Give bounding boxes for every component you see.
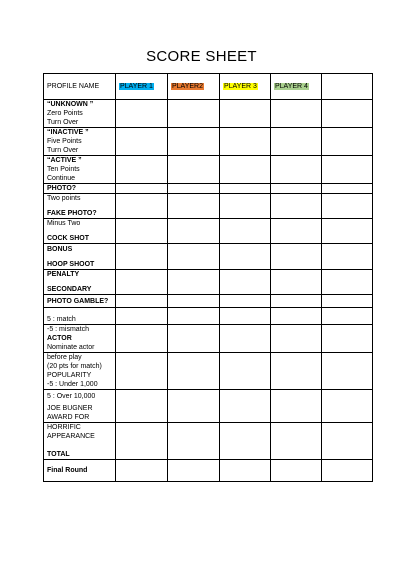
unknown-line-2: Turn Over [47, 119, 79, 126]
player-1-header [116, 74, 168, 100]
photo-heading: PHOTO? [47, 185, 77, 192]
player-3-header [220, 74, 271, 100]
score-cell[interactable] [322, 325, 373, 353]
score-cell[interactable] [168, 353, 220, 390]
score-cell[interactable] [322, 244, 373, 270]
active-line-2: Continue [47, 175, 76, 182]
player-1-label: PLAYER 1 [120, 83, 153, 90]
actor-heading: ACTOR [47, 335, 72, 342]
score-cell[interactable] [271, 219, 322, 244]
score-cell[interactable] [116, 194, 168, 219]
match-points-text: (20 pts for match) [47, 363, 102, 370]
score-cell[interactable] [322, 128, 373, 156]
score-cell[interactable] [116, 219, 168, 244]
score-cell[interactable] [116, 184, 168, 194]
table-row [44, 100, 373, 128]
row-label-over [44, 390, 116, 423]
score-cell[interactable] [271, 128, 322, 156]
score-cell[interactable] [116, 244, 168, 270]
score-cell[interactable] [168, 270, 220, 295]
score-cell[interactable] [271, 194, 322, 219]
score-cell[interactable] [220, 460, 271, 482]
score-cell[interactable] [168, 100, 220, 128]
total-heading: TOTAL [47, 451, 70, 458]
score-cell[interactable] [116, 270, 168, 295]
score-cell[interactable] [168, 194, 220, 219]
score-cell[interactable] [168, 128, 220, 156]
score-cell[interactable] [168, 460, 220, 482]
score-cell[interactable] [271, 353, 322, 390]
hoop-shoot-heading: HOOP SHOOT [47, 260, 95, 268]
row-label-photo [44, 184, 116, 194]
score-cell[interactable] [271, 325, 322, 353]
table-row [44, 308, 373, 325]
score-cell[interactable] [322, 184, 373, 194]
score-cell[interactable] [322, 390, 373, 423]
score-cell[interactable] [168, 184, 220, 194]
score-cell[interactable] [220, 194, 271, 219]
score-cell[interactable] [322, 460, 373, 482]
score-cell[interactable] [322, 219, 373, 244]
score-cell[interactable] [322, 194, 373, 219]
score-cell[interactable] [271, 270, 322, 295]
table-row [44, 460, 373, 482]
row-label-inactive [44, 128, 116, 156]
empty-header-cell [322, 74, 373, 100]
score-cell[interactable] [322, 423, 373, 460]
score-cell[interactable] [116, 353, 168, 390]
score-cell[interactable] [168, 156, 220, 184]
row-label-before-play [44, 353, 116, 390]
two-points-text: Two points [47, 195, 81, 202]
score-cell[interactable] [116, 156, 168, 184]
inactive-line-2: Turn Over [47, 147, 79, 154]
row-label-minus-two [44, 219, 116, 244]
table-row [44, 244, 373, 270]
active-line-1: Ten Points [47, 166, 80, 173]
row-label-two-points [44, 194, 116, 219]
score-cell[interactable] [168, 423, 220, 460]
table-row [44, 184, 373, 194]
player-2-header [168, 74, 220, 100]
table-row [44, 128, 373, 156]
row-label-unknown [44, 100, 116, 128]
table-row [44, 325, 373, 353]
score-cell[interactable] [168, 295, 220, 308]
mismatch-text: -5 : mismatch [47, 326, 90, 333]
photo-gamble-heading: PHOTO GAMBLE? [47, 297, 109, 305]
appearance-text: APPEARANCE [47, 433, 95, 440]
table-row [44, 295, 373, 308]
score-cell[interactable] [116, 390, 168, 423]
bonus-heading: BONUS [47, 245, 73, 253]
table-row [44, 194, 373, 219]
score-cell[interactable] [220, 270, 271, 295]
score-cell[interactable] [220, 100, 271, 128]
player-3-label: PLAYER 3 [224, 83, 257, 90]
nominate-actor-text: Nominate actor [47, 344, 95, 351]
unknown-heading: “UNKNOWN ” [47, 101, 94, 108]
score-cell[interactable] [116, 460, 168, 482]
player-2-label: PLAYER2 [172, 83, 203, 90]
score-cell[interactable] [322, 353, 373, 390]
inactive-line-1: Five Points [47, 138, 82, 145]
score-cell[interactable] [168, 325, 220, 353]
row-label-match [44, 308, 116, 325]
score-cell[interactable] [116, 295, 168, 308]
minus-two-text: Minus Two [47, 220, 81, 227]
score-cell[interactable] [322, 308, 373, 325]
score-cell[interactable] [220, 128, 271, 156]
score-cell[interactable] [322, 270, 373, 295]
score-cell[interactable] [271, 156, 322, 184]
active-heading: “ACTIVE ” [47, 157, 82, 164]
table-row [44, 270, 373, 295]
match-text: 5 : match [47, 316, 76, 323]
award-for-text: AWARD FOR [47, 414, 90, 421]
profile-name-label: PROFILE NAME [44, 74, 116, 100]
score-cell[interactable] [322, 156, 373, 184]
player-4-header [271, 74, 322, 100]
under-1000-text: -5 : Under 1,000 [47, 381, 98, 388]
table-row [44, 156, 373, 184]
score-cell[interactable] [168, 308, 220, 325]
score-cell[interactable] [220, 308, 271, 325]
cock-shot-heading: COCK SHOT [47, 235, 89, 242]
final-round-heading: Final Round [47, 467, 88, 474]
header-row [44, 74, 373, 100]
table-row [44, 390, 373, 423]
player-4-label: PLAYER 4 [275, 83, 308, 90]
score-cell[interactable] [271, 460, 322, 482]
score-cell[interactable] [220, 325, 271, 353]
score-cell[interactable] [271, 100, 322, 128]
score-cell[interactable] [220, 184, 271, 194]
score-cell[interactable] [271, 184, 322, 194]
row-label-active [44, 156, 116, 184]
inactive-heading: “INACTIVE ” [47, 129, 89, 136]
row-label-penalty [44, 270, 116, 295]
row-label-mismatch [44, 325, 116, 353]
score-cell[interactable] [220, 244, 271, 270]
table-row [44, 353, 373, 390]
score-cell[interactable] [220, 390, 271, 423]
score-cell[interactable] [116, 100, 168, 128]
score-cell[interactable] [116, 308, 168, 325]
score-cell[interactable] [220, 353, 271, 390]
score-cell[interactable] [322, 295, 373, 308]
score-table [43, 73, 373, 482]
page-title: SCORE SHEET [146, 48, 257, 65]
row-label-photo-gamble [44, 295, 116, 308]
row-label-bonus [44, 244, 116, 270]
score-cell[interactable] [116, 325, 168, 353]
score-cell[interactable] [220, 156, 271, 184]
score-cell[interactable] [271, 295, 322, 308]
fake-photo-heading: FAKE PHOTO? [47, 210, 97, 217]
score-cell[interactable] [116, 423, 168, 460]
score-cell[interactable] [271, 390, 322, 423]
score-cell[interactable] [220, 219, 271, 244]
score-cell[interactable] [271, 308, 322, 325]
score-cell[interactable] [322, 100, 373, 128]
secondary-heading: SECONDARY [47, 286, 92, 293]
score-cell[interactable] [271, 244, 322, 270]
penalty-heading: PENALTY [47, 271, 80, 278]
joe-bugner-text: JOE BUGNER [47, 405, 93, 412]
horrific-text: HORRIFIC [47, 424, 81, 431]
score-cell[interactable] [271, 423, 322, 460]
popularity-text: POPULARITY [47, 372, 92, 379]
before-play-text: before play [47, 354, 82, 361]
row-label-final-round [44, 460, 116, 482]
row-label-horrific [44, 423, 116, 460]
score-cell[interactable] [220, 295, 271, 308]
score-cell[interactable] [116, 128, 168, 156]
unknown-line-1: Zero Points [47, 110, 83, 117]
table-row [44, 423, 373, 460]
score-cell[interactable] [168, 219, 220, 244]
score-cell[interactable] [220, 423, 271, 460]
table-row [44, 219, 373, 244]
score-cell[interactable] [168, 244, 220, 270]
over-10000-text: 5 : Over 10,000 [47, 393, 96, 400]
score-cell[interactable] [168, 390, 220, 423]
